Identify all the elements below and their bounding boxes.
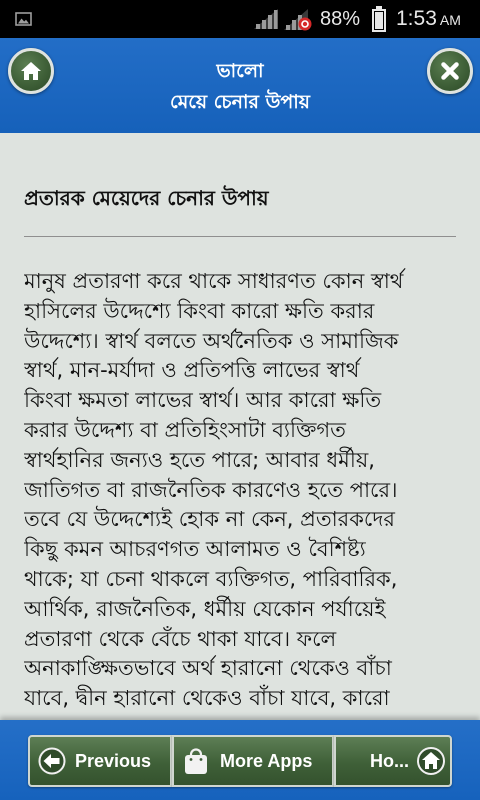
header-title-line2: মেয়ে চেনার উপায় [170,91,310,113]
signal-alert-icon [283,7,313,32]
content-scroll-area[interactable] [0,133,480,720]
body-line: যাবে, দ্বীন হারানো থেকেও বাঁচা যাবে, কারো [24,686,390,711]
clock-time: 1:53 [396,7,437,30]
home-button[interactable] [8,48,54,94]
gallery-icon [15,11,32,27]
header-title [70,56,410,118]
battery-body [372,9,386,32]
body-line: কিছু কমন আচরণগত আলামত ও বৈশিষ্ট্য [24,537,366,562]
home-icon [416,746,446,781]
body-line: থাকে; যা চেনা থাকলে ব্যক্তিগত, পারিবারিক, [24,566,398,591]
body-line: স্বার্থ, মান-মর্যাদা ও প্রতিপত্তি লাভের স্বার্থ [24,358,360,383]
body-line: জাতিগত বা রাজনৈতিক কারণেও হতে পারে। [24,477,398,502]
status-bar [0,0,480,38]
article-title: প্রতারক মেয়েদের চেনার উপায় [24,186,269,210]
clock-ampm: AM [439,12,461,28]
body-line: অনাকাঙ্ক্ষিতভাবে অর্থ হারানো থেকেও বাঁচা [24,656,392,681]
more-apps-label: More Apps [220,751,313,771]
header-title-line1: ভালো [216,60,264,82]
home-nav-button[interactable] [334,735,452,787]
close-button[interactable] [427,48,473,94]
app-header [0,38,480,133]
home-nav-label: Ho... [370,751,409,771]
shopping-bag-icon [183,747,209,780]
more-apps-button[interactable] [172,735,334,787]
body-line: হাসিলের উদ্দেশ্যে কিংবা কারো ক্ষতি করার [24,298,375,323]
bottom-nav-bar [0,720,480,800]
body-line: উদ্দেশ্যে। স্বার্থ বলতে অর্থনৈতিক ও সামাজিক [24,328,399,353]
battery-icon [372,6,386,32]
close-icon [440,61,460,81]
arrow-left-icon [38,747,66,780]
body-line: করার উদ্দেশ্য বা প্রতিহিংসাটা ব্যক্তিগত [24,417,346,442]
battery-percent: 88% [320,8,361,30]
signal-icon [253,8,279,30]
body-line: স্বার্থহানির জন্যও হতে পারে; আবার ধর্মীয়, [24,447,375,472]
body-line: আর্থিক, রাজনৈতিক, ধর্মীয় যেকোন পর্যায়েই [24,596,386,621]
body-line: মানুষ প্রতারণা করে থাকে সাধারণত কোন স্বার্থ [24,269,404,293]
article-body [24,267,460,714]
previous-label: Previous [75,751,152,771]
body-line: তবে যে উদ্দেশ্যেই হোক না কেন, প্রতারকদের [24,507,395,532]
previous-button[interactable] [28,735,172,787]
title-divider [24,236,456,237]
battery-level-fill [375,12,383,29]
home-icon [20,61,42,81]
body-line: কিংবা ক্ষমতা লাভের স্বার্থ। আর কারো ক্ষতি [24,388,382,413]
body-line: প্রতারণা থেকে বেঁচে থাকা যাবে। ফলে [24,626,337,651]
status-clock [396,7,461,32]
